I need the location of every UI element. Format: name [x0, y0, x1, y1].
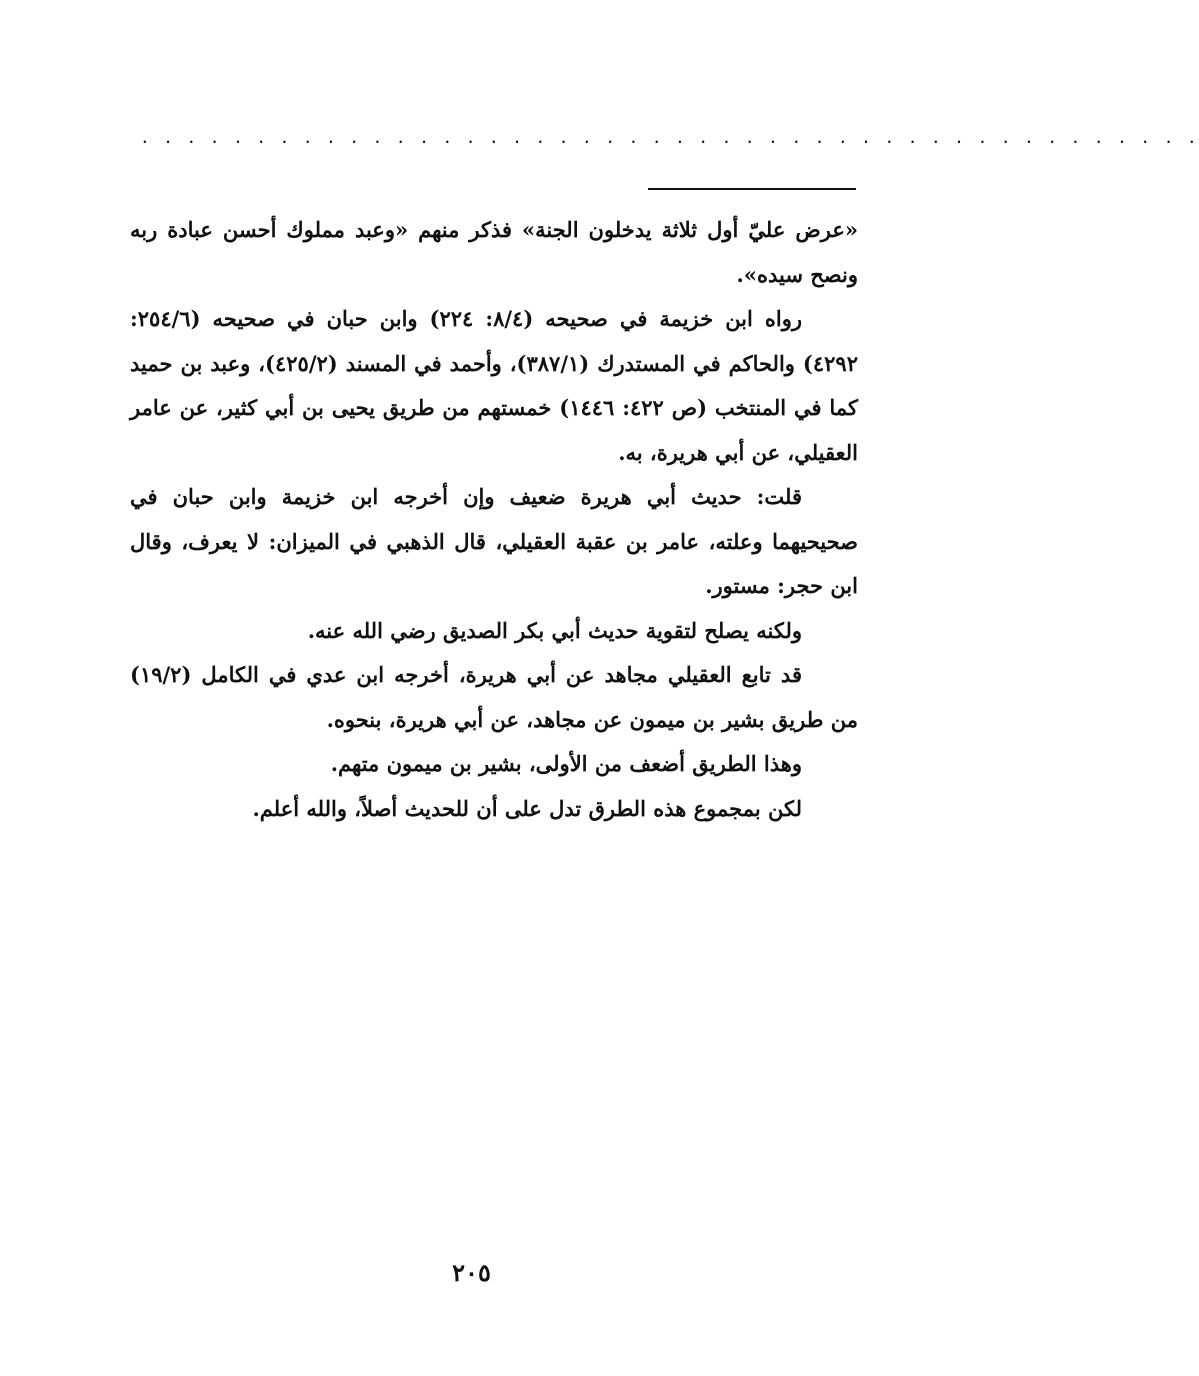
- paragraph-conclusion: لكن بمجموع هذه الطرق تدل على أن للحديث أصلاً، والله أعلم.: [252, 795, 802, 821]
- dotted-separator: . . . . . . . . . . . . . . . . . . . . . . . . . . . . . . . . . . . . . . . . . . . . . .: [140, 128, 1199, 147]
- page-number: ٢٠٥: [452, 1258, 491, 1287]
- page-body: [130, 208, 858, 831]
- paragraph-hadith-quote: «عرض عليّ أول ثلاثة يدخلون الجنة» فذكر منهم «وعبد مملوك أحسن عبادة ربه ونصح سيده».: [130, 217, 858, 287]
- paragraph-corroboration: قد تابع العقيلي مجاهد عن أبي هريرة، أخرجه ابن عدي في الكامل (١٩/٢) من طريق بشير بن ميمون عن مجاهد، عن أبي هريرة، بنحوه.: [130, 662, 858, 732]
- paragraph-support: ولكنه يصلح لتقوية حديث أبي بكر الصديق رضي الله عنه.: [307, 617, 802, 643]
- paragraph-narration: رواه ابن خزيمة في صحيحه (٨/٤: ٢٢٤) وابن حبان في صحيحه (٢٥٤/٦: ٤٢٩٢) والحاكم في المستدرك (٣٨٧/١)، وأحمد في المسند (٤٢٥/٢)، وعبد بن حميد كما في المنتخب (ص ٤٢٢: ١٤٤٦) خمستهم من طريق يحيى بن أبي كثير، عن عامر العقيلي، عن أبي هريرة، به.: [130, 306, 858, 465]
- footnote-rule: [648, 188, 856, 190]
- paragraph-assessment: قلت: حديث أبي هريرة ضعيف وإن أخرجه ابن خزيمة وابن حبان في صحيحيهما وعلته، عامر بن عقبة العقيلي، قال الذهبي في الميزان: لا يعرف، وقال ابن حجر: مستور.: [130, 484, 858, 598]
- paragraph-weakness: وهذا الطريق أضعف من الأولى، بشير بن ميمون متهم.: [330, 751, 802, 776]
